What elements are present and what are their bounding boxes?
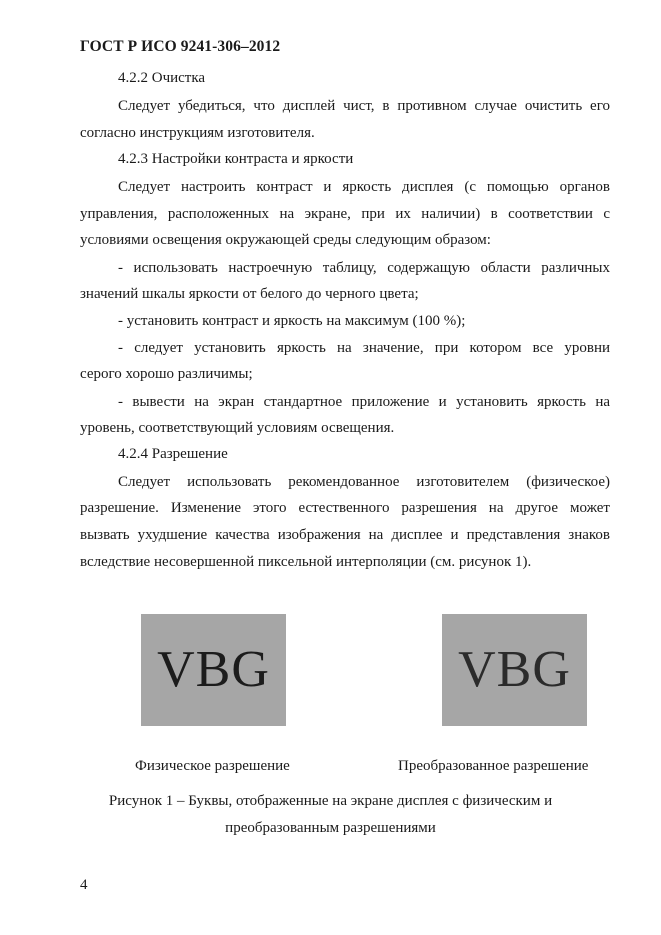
paragraph-line: согласно инструкциям изготовителя. [80,125,315,141]
figure-label-converted: Преобразованное разрешение [398,758,589,774]
paragraph-line: Следует использовать рекомендованное изготовителем (физическое) [118,474,610,490]
list-item-continuation: серого хорошо различимы; [80,366,253,382]
section-heading-contrast: 4.2.3 Настройки контраста и яркости [118,151,354,167]
paragraph-line: разрешение. Изменение этого естественного разрешения на другое может [80,500,610,516]
list-item: - следует установить яркость на значение, при котором все уровни [118,340,610,356]
figure-letters: VBG [157,641,270,698]
list-item: - установить контраст и яркость на максимум (100 %); [118,313,466,329]
paragraph-line: Следует настроить контраст и яркость дисплея (с помощью органов [118,179,610,195]
list-item-continuation: уровень, соответствующий условиям освещения. [80,420,395,436]
figure-label-physical: Физическое разрешение [135,758,290,774]
figure-caption: преобразованным разрешениями [225,820,436,836]
list-item: - использовать настроечную таблицу, содержащую области различных [118,260,610,276]
page-number: 4 [80,877,88,893]
figure-caption: Рисунок 1 – Буквы, отображенные на экране дисплея с физическим и [108,793,553,809]
figure-letters: VBG [458,641,571,698]
document-header: ГОСТ Р ИСО 9241-306–2012 [80,38,281,55]
list-item: - вывести на экран стандартное приложение и установить яркость на [118,394,610,410]
paragraph-line: управления, расположенных на экране, при их наличии) в соответствии с [80,206,610,222]
section-heading-resolution: 4.2.4 Разрешение [118,446,228,462]
figure-converted-resolution [442,614,587,726]
figure-physical-resolution [141,614,286,726]
list-item-continuation: значений шкалы яркости от белого до черного цвета; [80,286,419,302]
paragraph-line: условиями освещения окружающей среды следующим образом: [80,232,491,248]
section-heading-cleaning: 4.2.2 Очистка [118,70,206,86]
paragraph-line: Следует убедиться, что дисплей чист, в противном случае очистить его [118,98,610,114]
paragraph-line: вызвать ухудшение качества изображения на дисплее и представления знаков [80,527,610,543]
paragraph-line: вследствие несовершенной пиксельной интерполяции (см. рисунок 1). [80,554,532,570]
